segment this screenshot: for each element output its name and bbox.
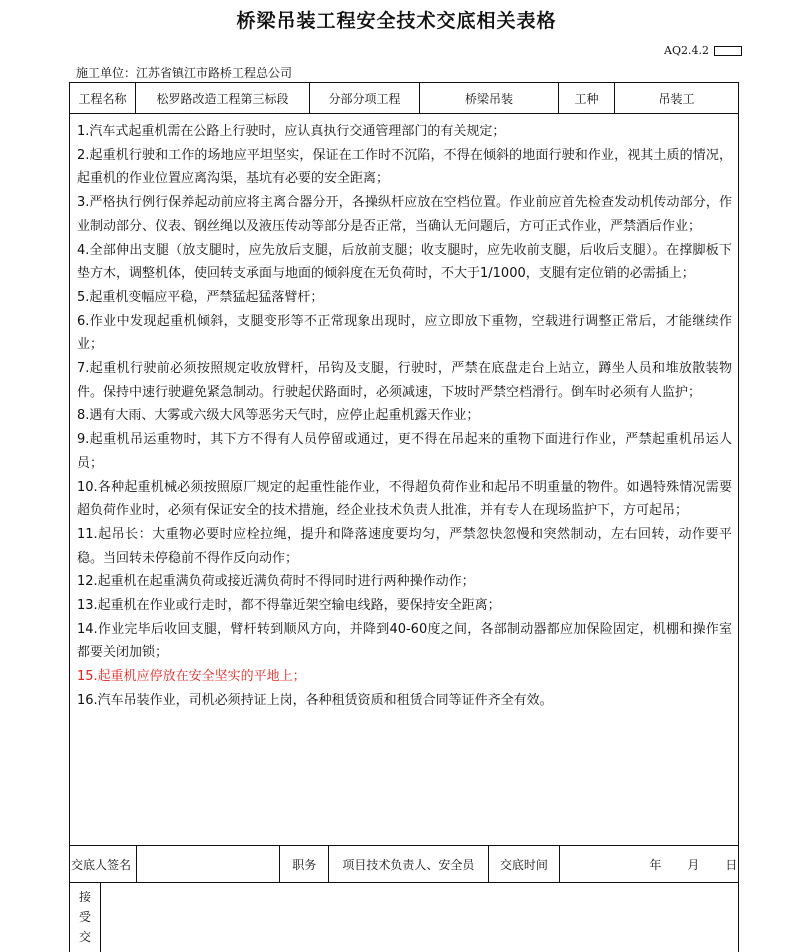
receiver-label (70, 882, 101, 952)
project-name-value: 松罗路改造工程第三标段 (136, 83, 310, 113)
safety-item: 2.起重机行驶和工作的场地应平坦坚实，保证在工作时不沉陷，不得在倾斜的地面行驶和作业，视其土质的情况，起重机的作业位置应离沟渠，基坑有必要的安全距离； (77, 147, 732, 187)
receiver-label-char: 接 (78, 890, 91, 904)
safety-item: 12.起重机在起重满负荷或接近满负荷时不得同时进行两种操作动作； (77, 574, 475, 590)
giver-label: 交底人签名 (70, 846, 137, 882)
safety-item: 7.起重机行驶前必须按照规定收放臂杆，吊钩及支腿，行驶时，严禁在底盘走台上站立，蹲坐人员和堆放散装物件。保持中速行驶避免紧急制动。行驶起伏路面时，必须减速，下坡时严禁空档滑行。倒车时必须有人监护； (77, 361, 732, 400)
receiver-label-char: 受 (78, 910, 91, 924)
safety-item: 13.起重机在作业或行走时，都不得靠近架空输电线路，要保持安全距离； (77, 598, 501, 614)
project-header-row (69, 82, 739, 114)
safety-item: 3.严格执行例行保养起动前应将主离合器分开，各操纵杆应放在空档位置。作业前应首先检查发动机传动部分，作业制动部分、仪表、钢丝绳以及液压传动等部分是否正常，当确认无问题后，方可正式作业，严禁酒后作业； (77, 195, 732, 234)
safety-item: 5.起重机变幅应平稳，严禁猛起猛落臂杆； (77, 289, 324, 305)
month-label: 月 (687, 857, 700, 872)
trade-label: 工种 (559, 83, 615, 113)
receiver-label-char: 交 (78, 930, 91, 944)
receiver-section (69, 882, 739, 952)
form-code-box (714, 46, 742, 56)
safety-item: 14.作业完毕后收回支腿，臂杆转到顺风方向，并降到40-60度之间，各部制动器都应加保险固定，机棚和操作室都要关闭加锁； (77, 621, 732, 661)
time-label: 交底时间 (489, 846, 561, 882)
construction-unit: 施工单位：江苏省镇江市路桥工程总公司 (76, 66, 293, 80)
position-label: 职务 (280, 846, 329, 882)
safety-item: 16.汽车吊装作业，司机必须持证上岗，各种租赁资质和租赁合同等证件齐全有效。 (77, 692, 553, 708)
safety-content (69, 113, 739, 846)
giver-signature-field[interactable] (137, 846, 281, 882)
safety-item: 8.遇有大雨、大雾或六级大风等恶劣天气时，应停止起重机露天作业； (77, 408, 480, 424)
safety-item: 4.全部伸出支腿（放支腿时，应先放后支腿，后放前支腿；收支腿时，应先收前支腿，后收后支腿）。在撑脚板下垫方木，调整机体，使回转支承面与地面的倾斜度在无负荷时，不大于1/1000，支腿有定位销的必需插上； (77, 242, 732, 282)
day-label: 日 (725, 857, 738, 872)
position-value: 项目技术负责人、安全员 (329, 846, 488, 882)
safety-item: 10.各种起重机械必须按照原厂规定的起重性能作业，不得超负荷作业和起吊不明重量的物件。如遇特殊情况需要超负荷作业时，必须有保证安全的技术措施，经企业技术负责人批准，并有专人在现场监护下，方可起吊； (77, 479, 732, 519)
year-label: 年 (649, 857, 662, 872)
form-code-text: AQ2.4.2 (664, 44, 709, 57)
trade-value: 吊装工 (658, 91, 695, 106)
safety-item: 1.汽车式起重机需在公路上行驶时，应认真执行交通管理部门的有关规定； (77, 124, 506, 139)
time-field[interactable] (560, 846, 738, 882)
form-code (664, 44, 742, 57)
project-name-label: 工程名称 (70, 83, 136, 113)
subproject-value: 桥梁吊装 (420, 83, 559, 113)
safety-item: 6.作业中发现起重机倾斜，支腿变形等不正常现象出现时，应立即放下重物，空载进行调整正常后，才能继续作业； (77, 313, 732, 353)
signature-row (69, 845, 739, 883)
safety-item: 9.起重机吊运重物时，其下方不得有人员停留或通过，更不得在吊起来的重物下面进行作业，严禁起重机吊运人员； (77, 432, 732, 471)
safety-item-highlight: 15.起重机应停放在安全坚实的平地上； (77, 669, 306, 685)
safety-item: 11.起吊长：大重物必要时应栓拉绳，提升和降落速度要均匀，严禁忽快忽慢和突然制动，左右回转，动作要平稳。当回转未停稳前不得作反向动作； (77, 526, 732, 566)
form-title: 桥梁吊装工程安全技术交底相关表格 (236, 10, 557, 32)
subproject-label: 分部分项工程 (310, 83, 420, 113)
